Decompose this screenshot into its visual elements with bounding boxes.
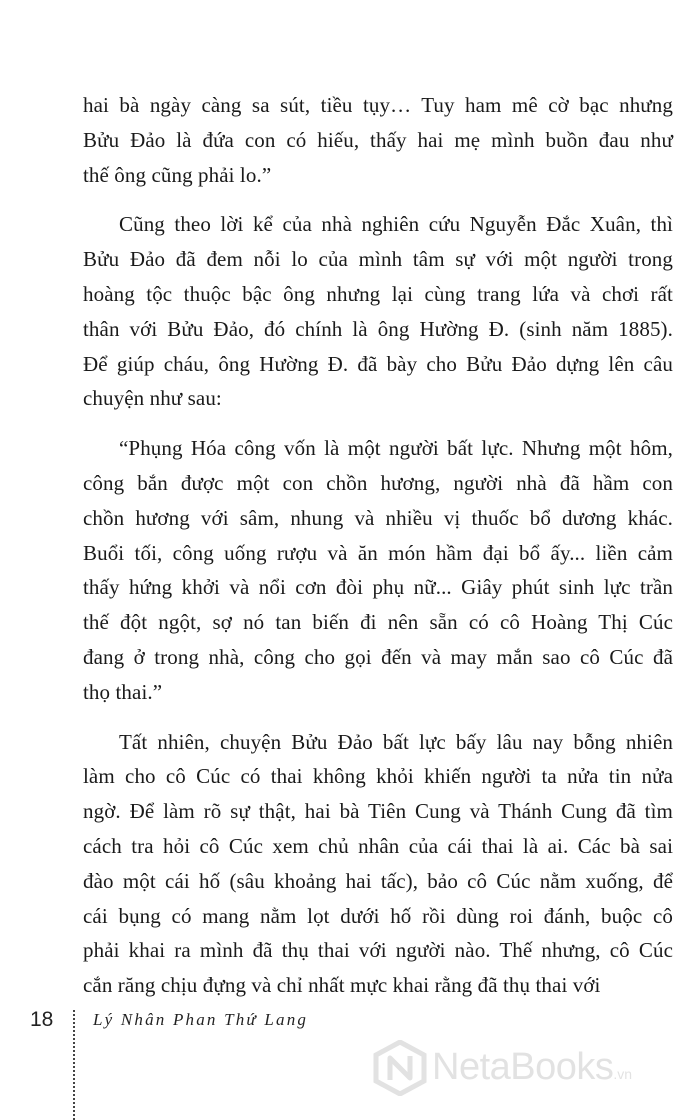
page-number: 18 xyxy=(30,1008,54,1031)
page-body xyxy=(83,88,673,1018)
text-line: cách tra hỏi cô Cúc xem chủ nhân của cái thai là ai. Các bà sai xyxy=(83,833,673,858)
watermark-brand: NetaBooks xyxy=(432,1046,614,1088)
text-line: chồn hương với sâm, nhung và nhiều vị thuốc bổ dương khác. xyxy=(83,505,673,530)
text-line: đang ở trong nhà, công cho gọi đến và may mắn sao cô Cúc đã xyxy=(83,644,673,669)
paragraph xyxy=(83,207,673,416)
text-line: đào một cái hố (sâu khoảng hai tấc), bảo cô Cúc nằm xuống, để xyxy=(83,868,673,893)
text-line: thấy hứng khởi và nổi cơn đòi phụ nữ... Giây phút sinh lực trần xyxy=(83,575,673,600)
text-line: hoàng tộc thuộc bậc ông nhưng lại cùng trang lứa và chơi rất xyxy=(83,281,673,306)
text-line: phải khai ra mình đã thụ thai với người nào. Thế nhưng, cô Cúc xyxy=(83,938,673,963)
watermark-suffix: .vn xyxy=(613,1066,633,1082)
text-line: thế ông cũng phải lo.” xyxy=(83,162,272,187)
text-line: làm cho cô Cúc có thai không khỏi khiến người ta nửa tin nửa xyxy=(83,764,673,789)
text-line: Buổi tối, công uống rượu và ăn món hầm đại bổ ấy... liền cảm xyxy=(83,540,673,565)
text-line: thân với Bửu Đảo, đó chính là ông Hường Đ. (sinh năm 1885). xyxy=(83,316,673,341)
running-author: Lý Nhân Phan Thứ Lang xyxy=(93,1010,309,1029)
netabooks-logo-icon xyxy=(372,1040,428,1096)
text-line: Bửu Đảo đã đem nỗi lo của mình tâm sự với một người trong xyxy=(83,247,673,272)
text-line: “Phụng Hóa công vốn là một người bất lực. Nhưng một hôm, xyxy=(119,436,673,461)
dotted-divider xyxy=(73,1010,75,1120)
text-line: công bắn được một con chồn hương, người nhà đã hầm con xyxy=(83,470,673,495)
text-line: Để giúp cháu, ông Hường Đ. đã bày cho Bửu Đảo dựng lên câu xyxy=(83,351,673,376)
text-line: thế đột ngột, sợ nó tan biến đi nên sẵn có cô Hoàng Thị Cúc xyxy=(83,610,673,635)
text-line: Cũng theo lời kể của nhà nghiên cứu Nguyễn Đắc Xuân, thì xyxy=(119,212,673,237)
watermark xyxy=(372,1040,692,1100)
text-line: cắn răng chịu đựng và chỉ nhất mực khai rằng đã thụ thai với xyxy=(83,973,601,998)
paragraph xyxy=(83,725,673,1003)
text-line: thọ thai.” xyxy=(83,679,163,704)
watermark-text xyxy=(432,1046,632,1089)
text-line: hai bà ngày càng sa sút, tiều tụy… Tuy ham mê cờ bạc nhưng xyxy=(83,93,673,117)
text-line: Bửu Đảo là đứa con có hiếu, thấy hai mẹ mình buồn đau như xyxy=(83,127,673,152)
text-line: ngờ. Để làm rõ sự thật, hai bà Tiên Cung và Thánh Cung đã tìm xyxy=(83,799,673,824)
paragraph xyxy=(83,431,673,709)
text-line: Tất nhiên, chuyện Bửu Đảo bất lực bấy lâu nay bỗng nhiên xyxy=(119,729,673,754)
text-line: chuyện như sau: xyxy=(83,386,222,411)
paragraph xyxy=(83,88,673,192)
text-line: cái bụng có mang nằm lọt dưới hố rồi dùng roi đánh, buộc cô xyxy=(83,903,673,928)
